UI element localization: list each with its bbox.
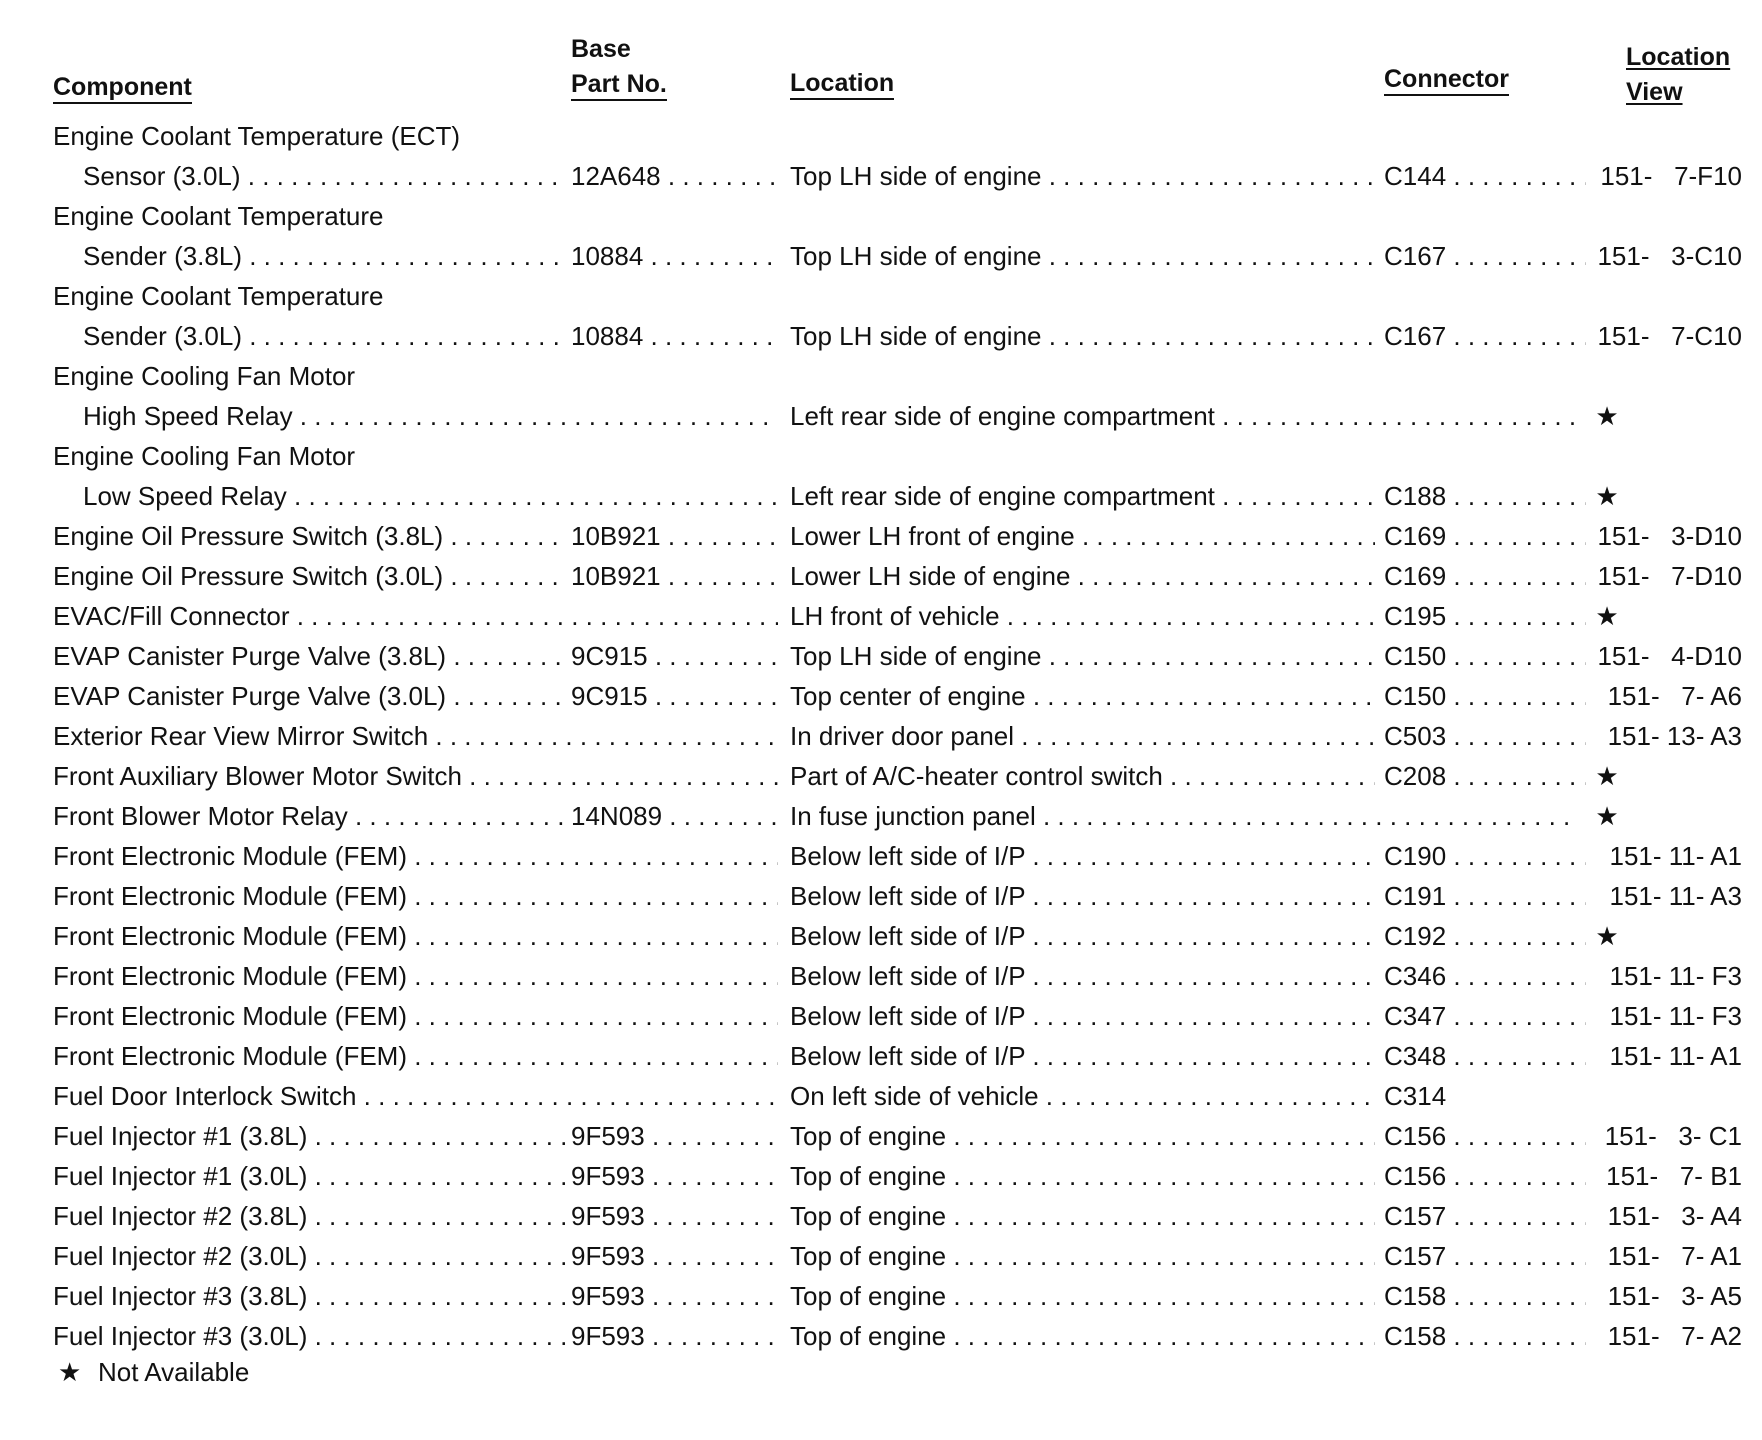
connector-id: C314 xyxy=(1384,1081,1447,1111)
component-name: Engine Coolant Temperature (ECT) xyxy=(53,121,461,151)
table-row xyxy=(0,836,1762,876)
location-view: 151- 3-D10 xyxy=(1597,521,1742,551)
component-name-cont: Sensor (3.0L) . . . xyxy=(83,156,565,196)
location-text: Below left side of I/P . . . xyxy=(790,996,1375,1036)
header-component-label: Component xyxy=(53,73,192,104)
footnote xyxy=(58,1352,249,1392)
header-part-bottom: Part No. xyxy=(571,70,667,101)
footnote-text: Not Available xyxy=(98,1357,250,1387)
connector-id: C157 . . . xyxy=(1384,1196,1586,1236)
table-row xyxy=(0,1196,1762,1236)
location-text: Lower LH side of engine . . . xyxy=(790,556,1375,596)
table-row xyxy=(0,156,1762,196)
table-row-line xyxy=(0,196,1762,236)
connector-id: C150 . . . xyxy=(1384,636,1586,676)
table-row xyxy=(0,556,1762,596)
component-name: Engine Cooling Fan Motor xyxy=(53,361,356,391)
header-part-no xyxy=(571,32,667,102)
table-row xyxy=(0,1156,1762,1196)
location-text: Below left side of I/P . . . xyxy=(790,1036,1375,1076)
component-name: Engine Oil Pressure Switch (3.0L) . . . xyxy=(53,556,565,596)
location-text: Left rear side of engine compartment . . . xyxy=(790,396,1575,436)
not-available-star-icon: ★ xyxy=(1595,481,1619,511)
part-number: 12A648 . . . xyxy=(571,156,779,196)
location-text: Below left side of I/P . . . xyxy=(790,876,1375,916)
part-number: 10884 . . . xyxy=(571,236,779,276)
location-text: Top LH side of engine . . . xyxy=(790,236,1375,276)
location-text: Top LH side of engine . . . xyxy=(790,316,1375,356)
component-name: Front Electronic Module (FEM) . . . xyxy=(53,836,778,876)
part-number: 9C915 . . . xyxy=(571,636,779,676)
location-text: Top of engine . . . xyxy=(790,1196,1375,1236)
component-name-cont: High Speed Relay . . . xyxy=(83,396,778,436)
connector-id: C191 . . . xyxy=(1384,876,1586,916)
header-location-view xyxy=(1626,40,1730,110)
location-text: Top center of engine . . . xyxy=(790,676,1375,716)
table-row xyxy=(0,1036,1762,1076)
table-row-line xyxy=(0,356,1762,396)
location-view: 151- 11- F3 xyxy=(1609,961,1742,991)
location-view: 151- 7-F10 xyxy=(1600,161,1742,191)
table-row xyxy=(0,676,1762,716)
location-text: Top of engine . . . xyxy=(790,1156,1375,1196)
location-text: Top of engine . . . xyxy=(790,1316,1375,1356)
star-icon: ★ xyxy=(58,1357,82,1387)
connector-id: C347 . . . xyxy=(1384,996,1586,1036)
location-text: In fuse junction panel . . . xyxy=(790,796,1575,836)
component-name: Exterior Rear View Mirror Switch . . . xyxy=(53,716,778,756)
location-text: In driver door panel . . . xyxy=(790,716,1375,756)
table-row xyxy=(0,396,1762,436)
location-text: Top LH side of engine . . . xyxy=(790,636,1375,676)
table-row xyxy=(0,316,1762,356)
location-view: 151- 11- A1 xyxy=(1609,841,1742,871)
table-row xyxy=(0,1316,1762,1356)
component-name: EVAP Canister Purge Valve (3.0L) . . . xyxy=(53,676,565,716)
part-number: 10884 . . . xyxy=(571,316,779,356)
connector-id: C190 . . . xyxy=(1384,836,1586,876)
component-name-cont: Sender (3.8L) . . . xyxy=(83,236,565,276)
location-view: 151- 7- A1 xyxy=(1607,1241,1742,1271)
connector-id: C150 . . . xyxy=(1384,676,1586,716)
part-number: 9F593 . . . xyxy=(571,1116,779,1156)
component-name: Front Electronic Module (FEM) . . . xyxy=(53,916,778,956)
location-view: 151- 7-C10 xyxy=(1597,321,1742,351)
header-component xyxy=(53,70,192,105)
part-number: 9F593 . . . xyxy=(571,1316,779,1356)
location-view: 151- 7- A6 xyxy=(1607,681,1742,711)
table-row-line xyxy=(0,276,1762,316)
connector-id: C346 . . . xyxy=(1384,956,1586,996)
connector-id: C208 . . . xyxy=(1384,756,1586,796)
component-name: Engine Coolant Temperature xyxy=(53,201,384,231)
not-available-star-icon: ★ xyxy=(1595,401,1619,431)
component-name: Fuel Injector #2 (3.0L) . . . xyxy=(53,1236,565,1276)
table-row xyxy=(0,916,1762,956)
not-available-star-icon: ★ xyxy=(1595,601,1619,631)
part-number: 9F593 . . . xyxy=(571,1276,779,1316)
component-name: Front Electronic Module (FEM) . . . xyxy=(53,1036,778,1076)
part-number: 9F593 . . . xyxy=(571,1156,779,1196)
table-row xyxy=(0,596,1762,636)
header-part-top: Base xyxy=(571,35,631,63)
connector-id: C169 . . . xyxy=(1384,556,1586,596)
connector-id: C195 . . . xyxy=(1384,596,1586,636)
location-view: 151- 11- A3 xyxy=(1609,881,1742,911)
table-row xyxy=(0,1116,1762,1156)
location-view: 151- 7-D10 xyxy=(1597,561,1742,591)
connector-id: C348 . . . xyxy=(1384,1036,1586,1076)
location-text: Part of A/C-heater control switch . . . xyxy=(790,756,1375,796)
location-view: 151- 7- B1 xyxy=(1606,1161,1742,1191)
table-row xyxy=(0,716,1762,756)
location-text: Top of engine . . . xyxy=(790,1276,1375,1316)
table-row xyxy=(0,756,1762,796)
component-name-cont: Low Speed Relay . . . xyxy=(83,476,778,516)
component-name: Fuel Injector #3 (3.8L) . . . xyxy=(53,1276,565,1316)
location-text: Lower LH front of engine . . . xyxy=(790,516,1375,556)
component-name: Front Electronic Module (FEM) . . . xyxy=(53,876,778,916)
location-view: 151- 3- C1 xyxy=(1604,1121,1742,1151)
table-row xyxy=(0,476,1762,516)
header-connector xyxy=(1384,62,1509,97)
table-row xyxy=(0,956,1762,996)
table-row-line xyxy=(0,116,1762,156)
part-number: 10B921 . . . xyxy=(571,516,779,556)
not-available-star-icon: ★ xyxy=(1595,761,1619,791)
component-name: Front Electronic Module (FEM) . . . xyxy=(53,996,778,1036)
header-connector-label: Connector xyxy=(1384,65,1509,96)
not-available-star-icon: ★ xyxy=(1595,921,1619,951)
connector-id: C167 . . . xyxy=(1384,316,1586,356)
part-number: 14N089 . . . xyxy=(571,796,779,836)
table-row xyxy=(0,876,1762,916)
location-view: 151- 3- A5 xyxy=(1607,1281,1742,1311)
component-name: Engine Cooling Fan Motor xyxy=(53,441,356,471)
component-name: EVAP Canister Purge Valve (3.8L) . . . xyxy=(53,636,565,676)
component-name: Front Blower Motor Relay . . . xyxy=(53,796,565,836)
location-text: On left side of vehicle . . . xyxy=(790,1076,1375,1116)
part-number: 9C915 . . . xyxy=(571,676,779,716)
table-row xyxy=(0,516,1762,556)
table-row xyxy=(0,1076,1762,1116)
connector-id: C192 . . . xyxy=(1384,916,1586,956)
component-name: Front Electronic Module (FEM) . . . xyxy=(53,956,778,996)
connector-id: C157 . . . xyxy=(1384,1236,1586,1276)
component-name: EVAC/Fill Connector . . . xyxy=(53,596,778,636)
table-row xyxy=(0,236,1762,276)
table-row xyxy=(0,636,1762,676)
location-text: Top LH side of engine . . . xyxy=(790,156,1375,196)
table-body xyxy=(0,116,1762,1356)
header-location-label: Location xyxy=(790,69,894,100)
location-view: 151- 11- A1 xyxy=(1609,1041,1742,1071)
location-text: Top of engine . . . xyxy=(790,1236,1375,1276)
connector-id: C158 . . . xyxy=(1384,1316,1586,1356)
component-name: Fuel Injector #3 (3.0L) . . . xyxy=(53,1316,565,1356)
location-view: 151- 4-D10 xyxy=(1597,641,1742,671)
location-text: Below left side of I/P . . . xyxy=(790,956,1375,996)
location-text: Below left side of I/P . . . xyxy=(790,836,1375,876)
location-view: 151- 13- A3 xyxy=(1607,721,1742,751)
location-text: LH front of vehicle . . . xyxy=(790,596,1375,636)
component-name: Fuel Door Interlock Switch . . . xyxy=(53,1076,778,1116)
header-location xyxy=(790,66,894,101)
location-text: Left rear side of engine compartment . . . xyxy=(790,476,1375,516)
component-name: Engine Coolant Temperature xyxy=(53,281,384,311)
component-name: Fuel Injector #2 (3.8L) . . . xyxy=(53,1196,565,1236)
connector-id: C156 . . . xyxy=(1384,1116,1586,1156)
table-row xyxy=(0,1276,1762,1316)
table-row xyxy=(0,796,1762,836)
location-text: Top of engine . . . xyxy=(790,1116,1375,1156)
connector-id: C503 . . . xyxy=(1384,716,1586,756)
connector-id: C167 . . . xyxy=(1384,236,1586,276)
location-view: 151- 11- F3 xyxy=(1609,1001,1742,1031)
connector-id: C188 . . . xyxy=(1384,476,1586,516)
location-view: 151- 7- A2 xyxy=(1607,1321,1742,1351)
table-row xyxy=(0,1236,1762,1276)
location-view: 151- 3- A4 xyxy=(1607,1201,1742,1231)
table-row-line xyxy=(0,436,1762,476)
connector-id: C158 . . . xyxy=(1384,1276,1586,1316)
not-available-star-icon: ★ xyxy=(1595,801,1619,831)
connector-id: C156 . . . xyxy=(1384,1156,1586,1196)
part-number: 9F593 . . . xyxy=(571,1196,779,1236)
header-view-bottom: View xyxy=(1626,78,1683,106)
component-name-cont: Sender (3.0L) . . . xyxy=(83,316,565,356)
part-number: 9F593 . . . xyxy=(571,1236,779,1276)
header-view-top: Location xyxy=(1626,43,1731,71)
location-text: Below left side of I/P . . . xyxy=(790,916,1375,956)
location-view: 151- 3-C10 xyxy=(1597,241,1742,271)
table-row xyxy=(0,996,1762,1036)
component-name: Fuel Injector #1 (3.0L) . . . xyxy=(53,1156,565,1196)
connector-id: C144 . . . xyxy=(1384,156,1586,196)
component-name: Front Auxiliary Blower Motor Switch . . . xyxy=(53,756,778,796)
connector-id: C169 . . . xyxy=(1384,516,1586,556)
component-name: Fuel Injector #1 (3.8L) . . . xyxy=(53,1116,565,1156)
component-name: Engine Oil Pressure Switch (3.8L) . . . xyxy=(53,516,565,556)
part-number: 10B921 . . . xyxy=(571,556,779,596)
